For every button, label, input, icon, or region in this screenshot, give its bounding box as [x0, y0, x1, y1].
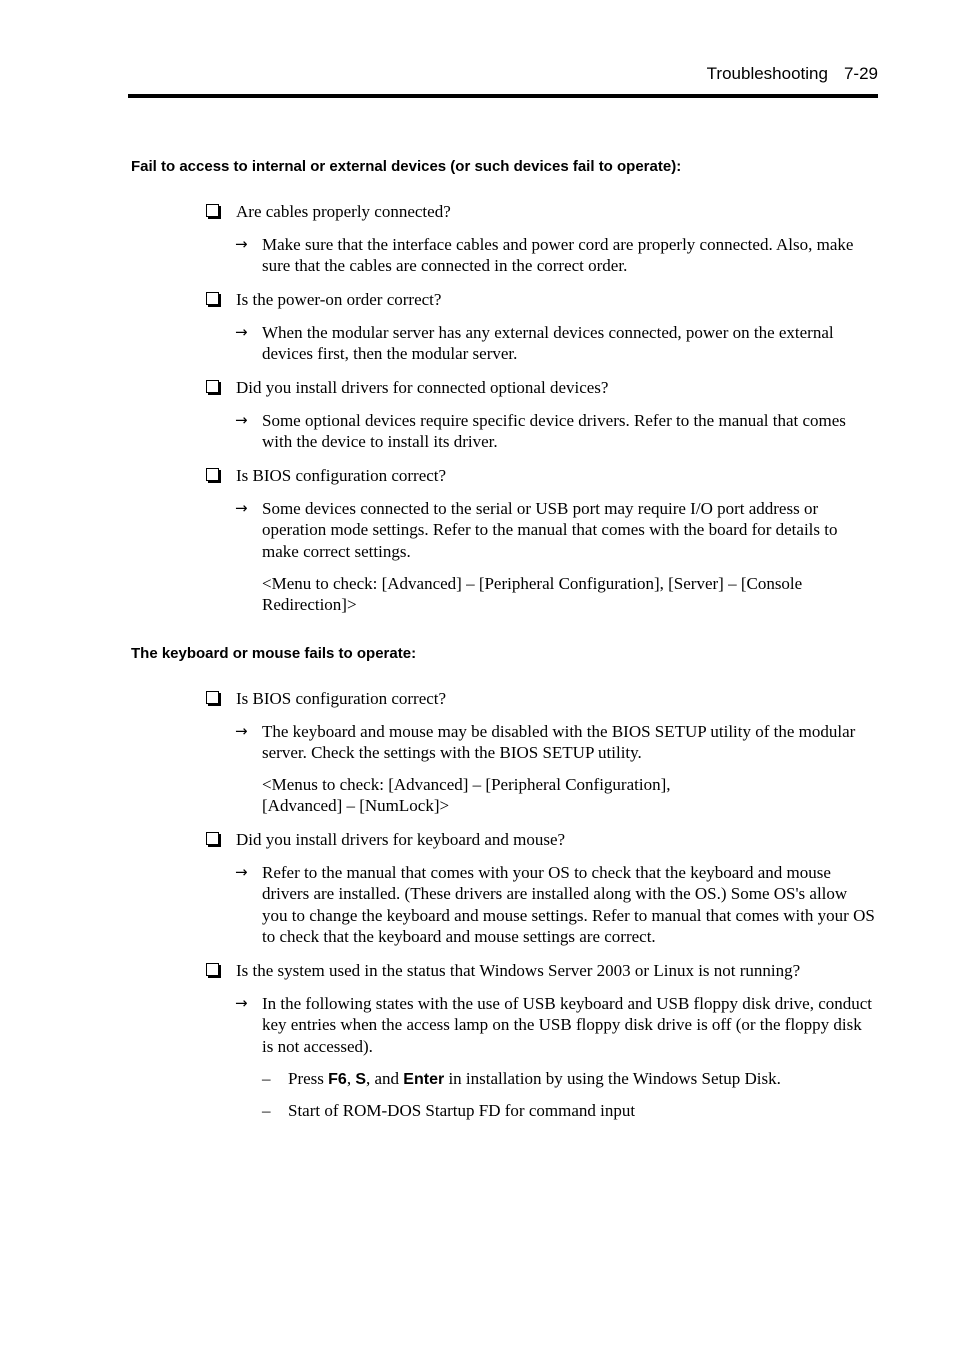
answer-text: In the following states with the use of USB keyboard and USB floppy disk drive, conduct key entries when the access lamp on the USB floppy disk drive is off (or the floppy disk is not accessed).: [262, 994, 873, 1056]
menu-note: <Menu to check: [Advanced] – [Peripheral Configuration], [Server] – [Console Redirection]>: [262, 574, 803, 615]
text-fragment: ,: [346, 1069, 356, 1088]
header-section-title: Troubleshooting: [706, 64, 828, 83]
answer-text: When the modular server has any external devices connected, power on the external devices first, then the modular server.: [262, 323, 834, 364]
section-title-keyboard-mouse: The keyboard or mouse fails to operate:: [131, 645, 417, 662]
sub-item-text: [288, 1068, 781, 1090]
answer-text: Some optional devices require specific device drivers. Refer to the manual that comes with the device to install its driver.: [262, 411, 846, 452]
key-f6: F6: [328, 1071, 347, 1088]
key-s: S: [355, 1071, 366, 1088]
arrow-icon: →: [235, 722, 248, 740]
page-header: [128, 64, 878, 92]
answer-item: [235, 322, 875, 365]
sub-item-text: Start of ROM-DOS Startup FD for command input: [288, 1101, 636, 1120]
dash-bullet: –: [262, 1101, 271, 1120]
arrow-icon: →: [235, 499, 248, 517]
key-enter: Enter: [403, 1071, 445, 1088]
text-fragment: Press: [288, 1069, 329, 1088]
question-text: Is BIOS configuration correct?: [236, 466, 447, 485]
checkbox-icon: [206, 380, 219, 393]
arrow-icon: →: [235, 323, 248, 341]
checkbox-icon: [206, 691, 219, 704]
text-fragment: in installation by using the Windows Setup Disk.: [444, 1069, 781, 1088]
answer-item: [235, 993, 875, 1057]
checkbox-icon: [206, 963, 219, 976]
menu-note: [262, 774, 872, 817]
answer-text: Refer to the manual that comes with your OS to check that the keyboard and mouse drivers are installed. (These drivers are installed along with the OS.) Some OS's allow you to change the keyboard and mouse settings. Refer to manual that comes with your OS to check that the keyboard and mouse settings are correct.: [262, 863, 875, 946]
question-text: Did you install drivers for connected optional devices?: [236, 378, 609, 397]
section-title-devices: Fail to access to internal or external devices (or such devices fail to operate):: [131, 158, 682, 175]
question-text: Did you install drivers for keyboard and mouse?: [236, 830, 566, 849]
question-text: Is the power-on order correct?: [236, 290, 442, 309]
answer-item: [235, 410, 875, 453]
answer-item: [235, 234, 875, 277]
answer-text: Make sure that the interface cables and power cord are properly connected. Also, make sure that the cables are connected in the correct order.: [262, 235, 854, 276]
answer-text: The keyboard and mouse may be disabled with the BIOS SETUP utility of the modular server. Check the settings with the BIOS SETUP utility.: [262, 722, 856, 763]
header-rule: [128, 94, 878, 98]
arrow-icon: →: [235, 863, 248, 881]
checkbox-icon: [206, 204, 219, 217]
arrow-icon: →: [235, 411, 248, 429]
checkbox-icon: [206, 468, 219, 481]
question-text: Are cables properly connected?: [236, 202, 451, 221]
checkbox-icon: [206, 292, 219, 305]
menu-note-line: <Menus to check: [Advanced] – [Peripheral Configuration],: [262, 775, 671, 794]
answer-text: Some devices connected to the serial or USB port may require I/O port address or operation mode settings. Refer to the manual that comes with the board for details to make correct settings.: [262, 499, 838, 561]
answer-item: [235, 862, 875, 947]
answer-item: [235, 498, 875, 562]
arrow-icon: →: [235, 994, 248, 1012]
menu-note-line: [Advanced] – [NumLock]>: [262, 796, 450, 816]
question-text: Is the system used in the status that Windows Server 2003 or Linux is not running?: [236, 961, 801, 980]
dash-bullet: –: [262, 1069, 271, 1088]
checkbox-icon: [206, 832, 219, 845]
page-number: 7-29: [843, 64, 878, 83]
answer-item: [235, 721, 875, 764]
arrow-icon: →: [235, 235, 248, 253]
question-text: Is BIOS configuration correct?: [236, 689, 447, 708]
text-fragment: , and: [366, 1069, 404, 1088]
